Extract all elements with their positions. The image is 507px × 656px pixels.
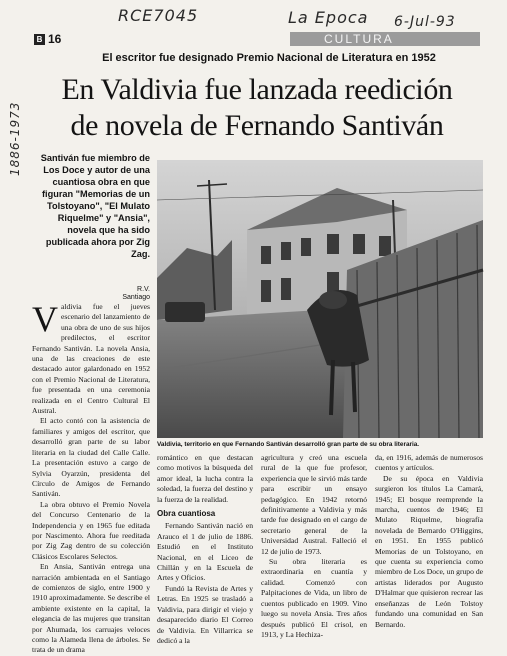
- section-header: [34, 32, 480, 46]
- section-label: CULTURA: [324, 32, 394, 46]
- headline-line-1: En Valdivia fue lanzada reedición: [61, 73, 453, 106]
- street-scene-image: [157, 160, 483, 438]
- body-column-3: [261, 453, 367, 639]
- byline-name: R.V.: [137, 286, 150, 293]
- handwritten-source-name: La Epoca: [288, 8, 369, 27]
- section-banner: [290, 32, 480, 46]
- byline-place: Santiago: [122, 294, 150, 301]
- article-headline: [34, 72, 480, 144]
- paragraph: La obra obtuvo el Premio Novela del Concurso Centenario de la Independencia y en 1965 fue editada por Nascimento. Ahora fue reeditada por Zig Zag dentro de su colección Clásicos Escolares Selectos.: [32, 499, 150, 561]
- body-column-1: [32, 299, 150, 655]
- drop-cap: V: [32, 299, 58, 339]
- paragraph: romántico en que destacan como motivos la búsqueda del amor ideal, la lucha contra la soledad, la fuerza del destino y la fuerza de la realidad.: [157, 453, 253, 504]
- article-photo: [157, 160, 483, 438]
- paragraph: Fernando Santiván nació en Arauco el 1 de julio de 1886. Estudió en el Instituto Nacional, en el Liceo de Chillán y en la Escuela de Artes y Oficios.: [157, 521, 253, 583]
- paragraph: De su época en Valdivia surgieron los títulos La Camará, 1945; El bosque reemprende la marcha, cuentos de 1946; El Mulato Riquelme, biografía novelada de Bernardo O'Higgins, en 1951. En 1955 publicó Memorias de un Tolstoyano, en que cuenta su experiencia como miembro de Los Doce, un grupo de artistas liderados por Augusto D'Halmar que quisieron recrear las enseñanzas de León Tolstoy fundando una comunidad en San Bernardo.: [375, 473, 483, 629]
- paragraph: El acto contó con la asistencia de familiares y amigos del escritor, que desarrolló gran parte de su labor literaria en la ciudad del Calle Calle. La presentación estuvo a cargo de Sylvia Oyarzún, presidenta del Círculo de Amigos de Fernando Santiván.: [32, 416, 150, 499]
- subhead: Obra cuantiosa: [157, 509, 216, 519]
- headline-line-2: de novela de Fernando Santiván: [70, 109, 444, 142]
- handwritten-catalog-code: RCE7045: [118, 6, 199, 25]
- body-column-4: [375, 453, 483, 629]
- handwritten-side-note: 1886-1973: [8, 101, 22, 176]
- paragraph: Fundó la Revista de Artes y Letras. En 1925 se trasladó a Valdivia, para dirigir el viejo y desaparecido diario El Correo de Valdivia. En Villarrica se dedicó a la: [157, 583, 253, 645]
- handwritten-date: 6-Jul-93: [394, 14, 456, 30]
- body-column-2: [157, 453, 253, 645]
- page-number-text: 16: [48, 32, 62, 46]
- paragraph: agricultura y creó una escuela rural de la que fue profesor, experiencia que le sirvió más tarde para escribir un ensayo pedagógico. En 1942 retornó definitivamente a Valdivia y más tarde fue designado en el cargo de secretario general de la Universidad Austral. Falleció el 12 de julio de 1973.: [261, 453, 367, 556]
- paragraph: En Ansia, Santiván entrega una narración ambientada en el Santiago de comienzos de siglo, entre 1900 y 1910 aproximadamente. Se describe el ambiente existente en la capital, la elegancia de las mujeres que transitan por Ahumada, los carruajes veloces como la Alameda llena de árboles. Se trata de un drama: [32, 562, 150, 655]
- paragraph: aldivia fue el jueves escenario del lanzamiento de una obra de uno de sus hijos predilectos, el escritor Fernando Santiván. La novela Ansia, una de las creaciones de este destacado autor galardonado en 1952 con el Premio Nacional de Literatura, fue presentada en una ceremonia realizada en el Centro Cultural El Austral.: [32, 302, 150, 416]
- page-number: [34, 32, 61, 46]
- paragraph: da, en 1916, además de numerosos cuentos y artículos.: [375, 453, 483, 473]
- article-deck: Santiván fue miembro de Los Doce y autor de una cuantiosa obra en que figuran "Memorias de un Tolstoyano", "El Mulato Riquelme" y "Ansia", novela que ha sido publicada ahora por Zig Zag.: [40, 153, 150, 259]
- article-kicker: El escritor fue designado Premio Nacional de Literatura en 1952: [102, 52, 436, 64]
- paragraph: Su obra literaria es extraordinaria en cuantía y calidad. Comenzó con Palpitaciones de Vida, un libro de cuentos publicado en 1909. Vino luego su novela Ansia. Tres años después publicó El crisol, en 1913, y La Hechiza-: [261, 557, 367, 639]
- photo-caption: Valdivia, territorio en que Fernando Santiván desarrolló gran parte de su obra literaria.: [157, 441, 420, 448]
- section-letter-icon: B: [34, 34, 45, 45]
